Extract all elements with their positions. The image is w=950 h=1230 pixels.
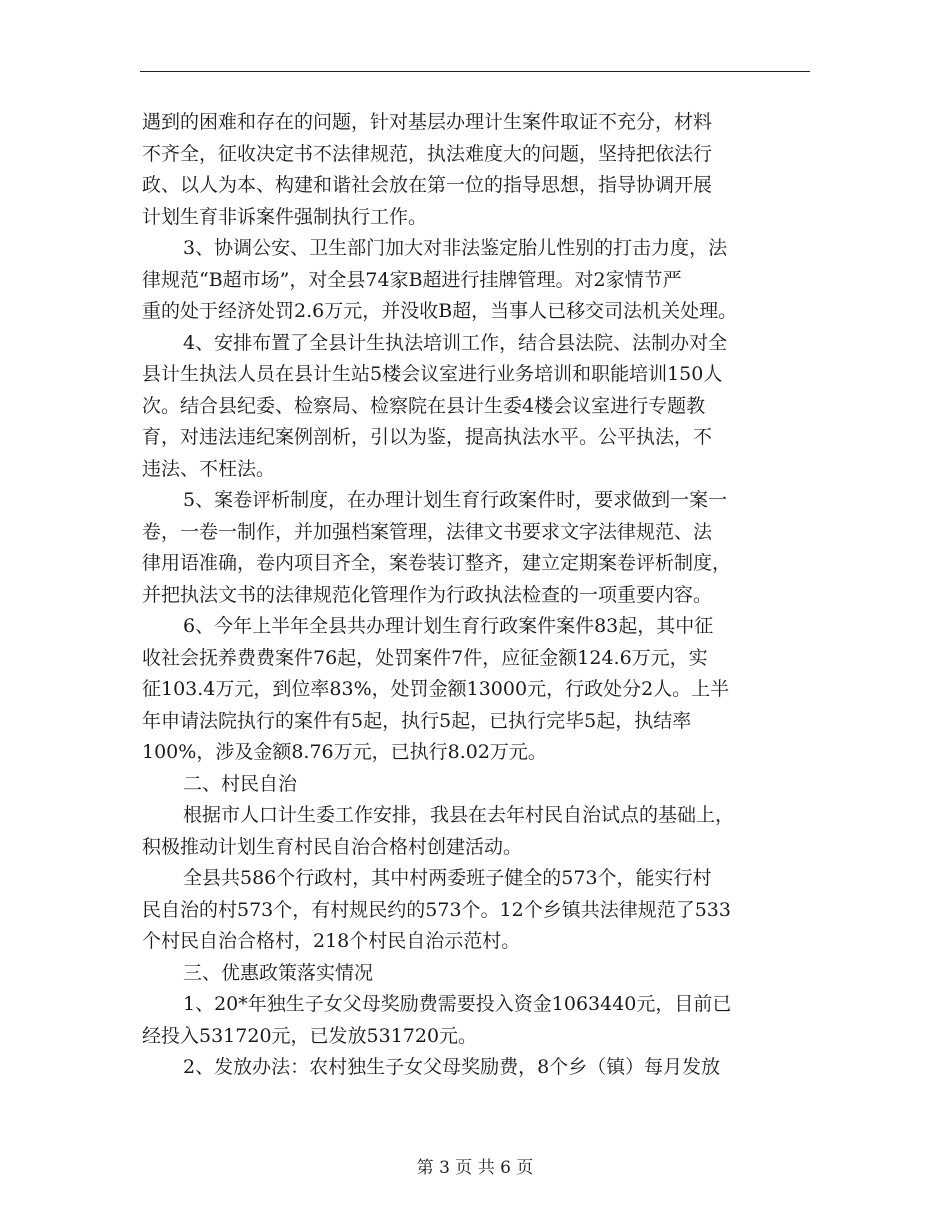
text-line: 民自治的村573个，有村规民约的573个。12个乡镇共法律规范了533 [142,898,731,921]
text-line: 6、今年上半年全县共办理计划生育行政案件案件83起，其中征 [183,615,714,637]
text-line: 3、协调公安、卫生部门加大对非法鉴定胎儿性别的打击力度，法 [183,237,728,259]
text-line: 计划生育非诉案件强制执行工作。 [142,205,428,228]
text-line: 并把执法文书的法律规范化管理作为行政执法检查的一项重要内容。 [142,583,713,606]
text-line: 5、案卷评析制度，在办理计划生育行政案件时，要求做到一案一 [183,489,728,511]
text-line: 律规范“B超市场”，对全县74家B超进行挂牌管理。对2家情节严 [142,268,682,291]
page-footer: 第 3 页 共 6 页 [416,1158,534,1178]
text-line: 征103.4万元，到位率83%，处罚金额13000元，行政处分2人。上半 [142,678,730,700]
text-line: 100%，涉及金额8.76万元，已执行8.02万元。 [142,741,547,763]
text-line: 重的处于经济处罚2.6万元，并没收B超，当事人已移交司法机关处理。 [142,300,738,322]
body-text [142,107,822,1084]
text-line: 经投入531720元，已发放531720元。 [142,1024,478,1047]
text-line: 全县共586个行政村，其中村两委班子健全的573个，能实行村 [183,867,712,889]
text-line: 个村民自治合格村，218个村民自治示范村。 [142,930,521,952]
text-line: 年申请法院执行的案件有5起，执行5起，已执行完毕5起，执结率 [142,709,692,732]
text-line: 遇到的困难和存在的问题，针对基层办理计生案件取证不充分，材料 [142,111,713,133]
text-line: 4、安排布置了全县计生执法培训工作，结合县法院、法制办对全 [183,331,728,354]
text-line: 根据市人口计生委工作安排，我县在去年村民自治试点的基础上， [183,804,735,826]
text-line: 违法、不枉法。 [142,457,276,480]
text-line: 政、以人为本、构建和谐社会放在第一位的指导思想，指导协调开展 [142,174,713,196]
text-line: 卷，一卷一制作，并加强档案管理，法律文书要求文字法律规范、法 [142,520,713,543]
text-line: 积极推动计划生育村民自治合格村创建活动。 [142,835,523,858]
text-line: 二、村民自治 [183,772,298,795]
text-line: 三、优惠政策落实情况 [183,961,374,984]
text-line: 次。结合县纪委、检察局、检察院在县计生委4楼会议室进行专题教 [142,394,706,417]
text-line: 县计生执法人员在县计生站5楼会议室进行业务培训和职能培训150人 [142,363,723,385]
text-line: 1、20*年独生子女父母奖励费需要投入资金1063440元，目前已 [183,993,732,1015]
text-line: 不齐全，征收决定书不法律规范，执法难度大的问题，坚持把依法行 [142,142,713,165]
text-line: 收社会抚养费费案件76起，处罚案件7件，应征金额124.6万元，实 [142,646,708,669]
text-line: 律用语准确，卷内项目齐全，案卷装订整齐，建立定期案卷评析制度， [142,552,732,574]
text-line: 育，对违法违纪案例剖析，引以为鉴，提高执法水平。公平执法，不 [142,426,713,448]
text-line: 2、发放办法：农村独生子女父母奖励费，8个乡（镇）每月发放 [183,1056,721,1078]
header-rule [140,71,810,72]
